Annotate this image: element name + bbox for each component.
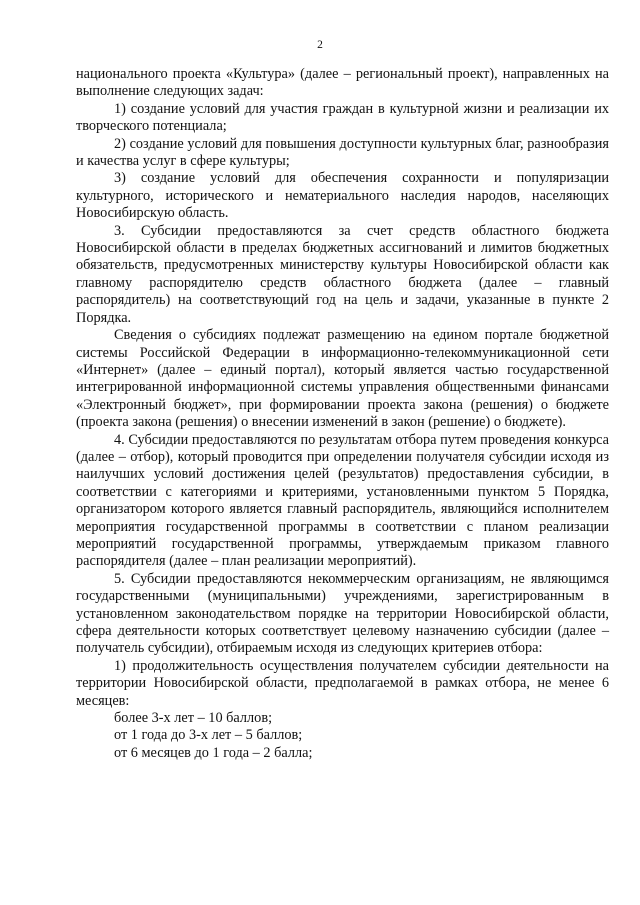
paragraph-task-1: 1) создание условий для участия граждан в культурной жизни и реализации их творческого потенциала; <box>76 100 609 135</box>
paragraph-intro-continuation: национального проекта «Культура» (далее – региональный проект), направленных на выполнение следующих задач: <box>76 66 609 100</box>
list-item-score-3: от 6 месяцев до 1 года – 2 балла; <box>114 744 313 761</box>
paragraph-clause-3: 3. Субсидии предоставляются за счет средств областного бюджета Новосибирской области в пределах бюджетных ассигнований и лимитов бюджетных обязательств, предусмотренных министерству культуры Новосибирской области как главному распорядителю средств областного бюджета (далее – главный распорядитель) на соответствующий год на цель и задачи, указанные в пункте 2 Порядка. <box>76 222 609 326</box>
paragraph-criterion-1: 1) продолжительность осуществления получателем субсидии деятельности на территории Новосибирской области, предполагаемой в рамках отбора, не менее 6 месяцев: <box>76 657 609 709</box>
paragraph-task-2: 2) создание условий для повышения доступности культурных благ, разнообразия и качества услуг в сфере культуры; <box>76 135 609 170</box>
paragraph-clause-5: 5. Субсидии предоставляются некоммерческим организациям, не являющимся государственными (муниципальными) учреждениями, зарегистрированным в установленном законодательством порядке на территории Новосибирской области, сфера деятельности которых соответствует целевому назначению субсидии (далее – получатель субсидии), отбираемым исходя из следующих критериев отбора: <box>76 570 609 657</box>
page-number: 2 <box>317 39 323 51</box>
paragraph-portal-info: Сведения о субсидиях подлежат размещению на едином портале бюджетной системы Российской Федерации в информационно-телекоммуникационной сети «Интернет» (далее – единый портал), который является частью государственной интегрированной информационной системы управления общественными финансами «Электронный бюджет», при формировании проекта закона (решения) о бюджете (проекта закона (решения) о внесении изменений в закон (решение) о бюджете). <box>76 327 609 431</box>
document-body <box>76 66 609 762</box>
list-item-score-2: от 1 года до 3-х лет – 5 баллов; <box>114 727 303 744</box>
list-item-score-1: более 3-х лет – 10 баллов; <box>114 710 273 727</box>
paragraph-task-3: 3) создание условий для обеспечения сохранности и популяризации культурного, исторического и нематериального наследия народов, населяющих Новосибирскую область. <box>76 170 609 222</box>
paragraph-clause-4: 4. Субсидии предоставляются по результатам отбора путем проведения конкурса (далее – отбор), который проводится при определении получателя субсидии исходя из наилучших условий достижения целей (результатов) предоставления субсидии, в соответствии с категориями и критериями, установленными пунктом 5 Порядка, организатором которого является главный распорядитель, являющийся исполнителем мероприятия государственной программы в соответствии с планом реализации мероприятий государственной программы, утверждаемым приказом главного распорядителя (далее – план реализации мероприятий). <box>76 431 609 570</box>
